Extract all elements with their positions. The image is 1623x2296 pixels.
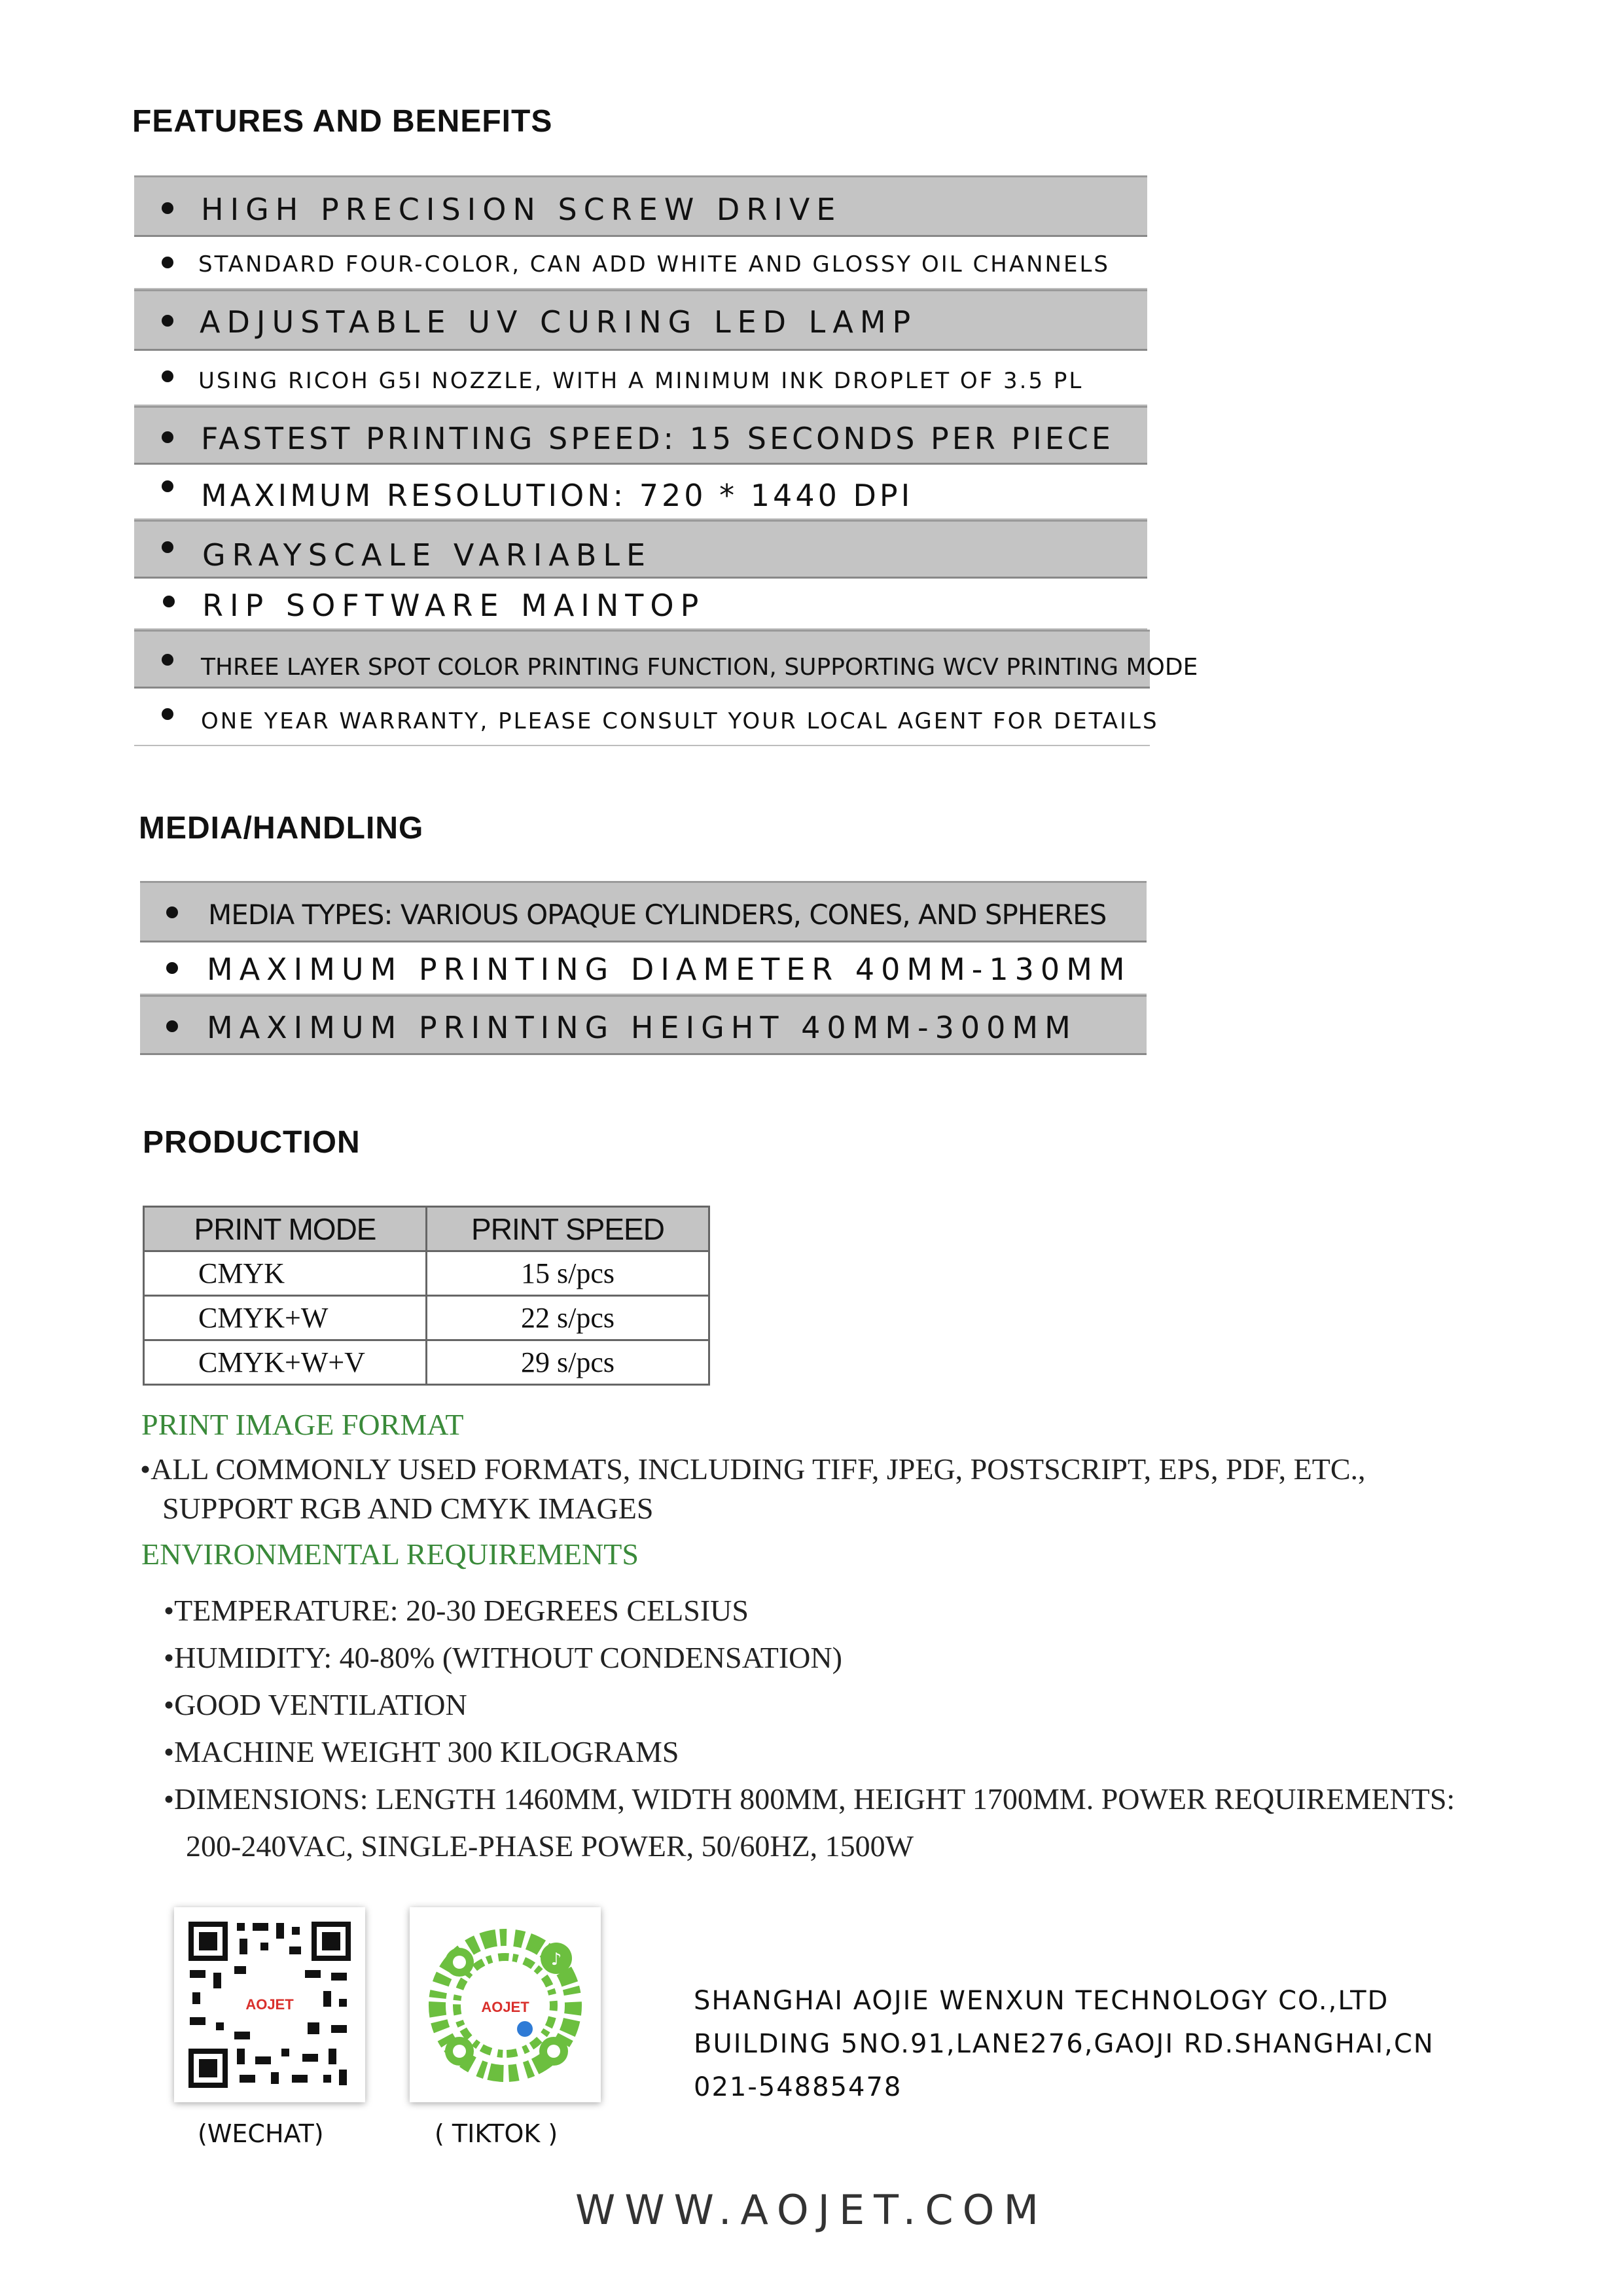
feature-row — [134, 406, 1147, 465]
production-heading: PRODUCTION — [143, 1125, 361, 1160]
feature-row — [134, 630, 1198, 689]
feature-row — [134, 175, 1147, 237]
feature-text: RIP SOFTWARE MAINTOP — [202, 588, 705, 623]
feature-text: GRAYSCALE VARIABLE — [202, 537, 652, 573]
qr-logo-text: AOJET — [481, 1999, 529, 2015]
feature-row — [134, 237, 1147, 289]
features-heading: FEATURES AND BENEFITS — [132, 104, 553, 139]
environment-item: •TEMPERATURE: 20-30 DEGREES CELSIUS — [164, 1594, 749, 1627]
image-format-heading: PRINT IMAGE FORMAT — [141, 1408, 464, 1441]
media-row — [140, 881, 1147, 942]
speed-cell: 15 s/pcs — [427, 1251, 709, 1296]
feature-text: THREE LAYER SPOT COLOR PRINTING FUNCTION, SUPPORTING WCV PRINTING MODE — [201, 654, 1198, 681]
media-text: MEDIA TYPES: VARIOUS OPAQUE CYLINDERS, CONES, AND SPHERES — [208, 899, 1107, 931]
bullet-icon — [162, 370, 173, 382]
company-address: BUILDING 5NO.91,LANE276,GAOJI RD.SHANGHAI,CN — [694, 2029, 1435, 2059]
feature-text: HIGH PRECISION SCREW DRIVE — [201, 192, 842, 227]
wechat-qr-code — [174, 1907, 365, 2102]
website-link[interactable]: WWW.AOJET.COM — [575, 2186, 1048, 2234]
mode-cell: CMYK+W — [144, 1296, 427, 1340]
environment-item: •MACHINE WEIGHT 300 KILOGRAMS — [164, 1735, 679, 1768]
wechat-caption: (WECHAT) — [198, 2119, 324, 2148]
feature-row — [134, 351, 1147, 406]
production-table — [143, 1206, 710, 1386]
bullet-icon — [166, 906, 178, 918]
company-name: SHANGHAI AOJIE WENXUN TECHNOLOGY CO.,LTD — [694, 1986, 1389, 2016]
feature-text: ADJUSTABLE UV CURING LED LAMP — [200, 304, 918, 340]
wechat-qr-icon — [174, 1907, 365, 2102]
bullet-icon — [162, 480, 173, 492]
bullet-icon — [162, 202, 173, 214]
bullet-icon — [162, 541, 173, 553]
bullet-icon — [162, 431, 173, 443]
feature-row — [134, 689, 1159, 746]
bullet-icon — [166, 962, 178, 974]
environment-item: 200-240VAC, SINGLE-PHASE POWER, 50/60HZ, 1500W — [186, 1829, 914, 1863]
bullet-icon — [166, 1020, 178, 1032]
environment-heading: ENVIRONMENTAL REQUIREMENTS — [141, 1537, 639, 1571]
environment-item: •GOOD VENTILATION — [164, 1688, 467, 1721]
table-header-cell: PRINT MODE — [144, 1207, 427, 1251]
table-header-row — [144, 1207, 709, 1251]
svg-text:♪: ♪ — [550, 1950, 562, 1969]
tiktok-qr-code — [410, 1907, 601, 2102]
feature-text: ONE YEAR WARRANTY, PLEASE CONSULT YOUR LOCAL AGENT FOR DETAILS — [201, 708, 1159, 734]
media-heading: MEDIA/HANDLING — [139, 811, 424, 846]
feature-row — [134, 520, 1147, 579]
environment-item: •HUMIDITY: 40-80% (WITHOUT CONDENSATION) — [164, 1641, 842, 1674]
mode-cell: CMYK — [144, 1251, 427, 1296]
speed-cell: 22 s/pcs — [427, 1296, 709, 1340]
table-row — [144, 1296, 709, 1340]
tiktok-qr-icon — [410, 1907, 601, 2102]
speed-cell: 29 s/pcs — [427, 1340, 709, 1385]
bullet-icon — [163, 596, 175, 607]
mode-cell: CMYK+W+V — [144, 1340, 427, 1385]
media-text: MAXIMUM PRINTING HEIGHT 40MM-300MM — [207, 1010, 1077, 1045]
image-format-line: SUPPORT RGB AND CMYK IMAGES — [162, 1492, 654, 1525]
table-header-cell: PRINT SPEED — [427, 1207, 709, 1251]
media-row — [140, 942, 1147, 995]
feature-row — [134, 465, 1147, 520]
tiktok-caption: ( TIKTOK ) — [435, 2119, 558, 2148]
environment-item: •DIMENSIONS: LENGTH 1460MM, WIDTH 800MM, HEIGHT 1700MM. POWER REQUIREMENTS: — [164, 1782, 1455, 1816]
feature-text: STANDARD FOUR-COLOR, CAN ADD WHITE AND GLOSSY OIL CHANNELS — [198, 251, 1110, 278]
bullet-icon — [162, 257, 173, 268]
bullet-icon — [162, 315, 173, 327]
bullet-icon — [162, 654, 173, 666]
media-row — [140, 995, 1147, 1055]
feature-row — [134, 579, 1147, 630]
feature-text: USING RICOH G5I NOZZLE, WITH A MINIMUM INK DROPLET OF 3.5 PL — [198, 368, 1084, 394]
table-row — [144, 1251, 709, 1296]
company-phone: 021-54885478 — [694, 2072, 902, 2102]
feature-text: MAXIMUM RESOLUTION: 720 * 1440 DPI — [201, 478, 914, 513]
qr-logo-text: AOJET — [245, 1996, 294, 2013]
feature-text: FASTEST PRINTING SPEED: 15 SECONDS PER PIECE — [201, 421, 1114, 456]
media-text: MAXIMUM PRINTING DIAMETER 40MM-130MM — [207, 952, 1132, 987]
feature-row — [134, 289, 1147, 351]
table-row — [144, 1340, 709, 1385]
image-format-line: •ALL COMMONLY USED FORMATS, INCLUDING TIFF, JPEG, POSTSCRIPT, EPS, PDF, ETC., — [140, 1452, 1366, 1486]
bullet-icon — [162, 708, 173, 720]
